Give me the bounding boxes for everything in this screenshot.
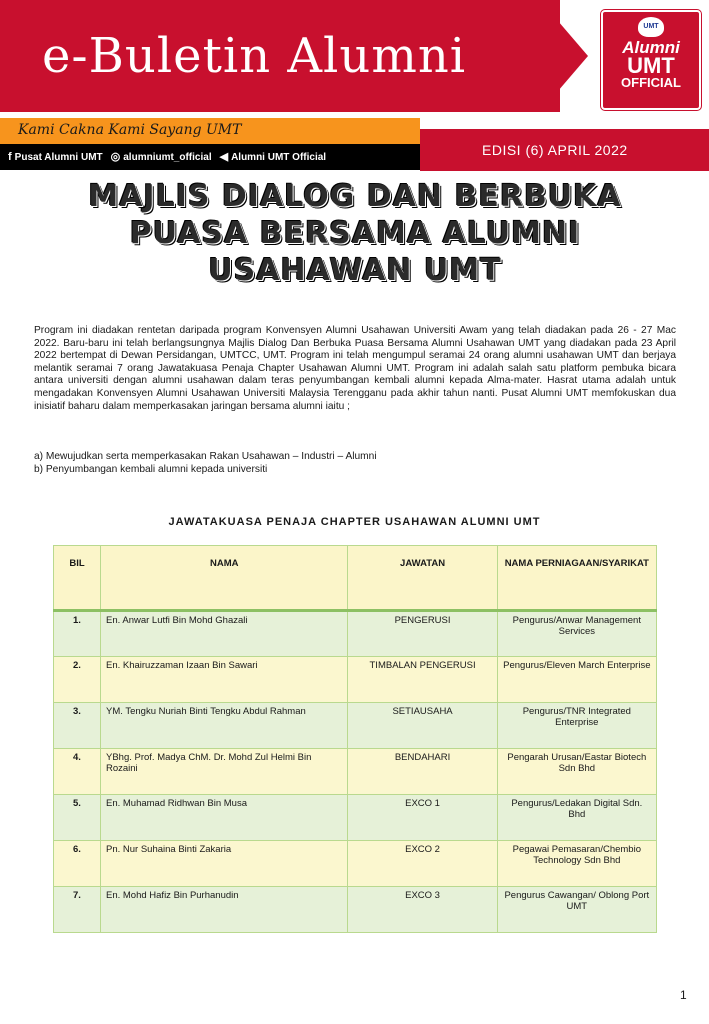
- table-row: [54, 703, 657, 749]
- cell-perniagaan: Pengurus/TNR Integrated Enterprise: [497, 703, 656, 749]
- instagram-icon: ◎: [110, 151, 121, 163]
- cell-jawatan: TIMBALAN PENGERUSI: [348, 657, 497, 703]
- logo-text-alumni: Alumni: [622, 38, 680, 57]
- cell-bil: 4.: [54, 749, 101, 795]
- table-row: [54, 657, 657, 703]
- article-headline: MAJLIS DIALOG DAN BERBUKA PUASA BERSAMA ALUMNI USAHAWAN UMT: [88, 179, 622, 288]
- cell-perniagaan: Pegawai Pemasaran/Chembio Technology Sdn Bhd: [497, 841, 656, 887]
- cell-nama: YBhg. Prof. Madya ChM. Dr. Mohd Zul Helmi Bin Rozaini: [100, 749, 347, 795]
- header-banner: [0, 0, 709, 172]
- umt-crest-icon: UMT: [638, 17, 664, 37]
- cell-bil: 1.: [54, 611, 101, 657]
- cell-jawatan: EXCO 3: [348, 887, 497, 933]
- header-jawatan: JAWATAN: [348, 546, 497, 611]
- header-perniagaan: NAMA PERNIAGAAN/SYARIKAT: [497, 546, 656, 611]
- cell-jawatan: EXCO 1: [348, 795, 497, 841]
- logo-text-umt: UMT: [627, 53, 675, 78]
- cell-nama: En. Mohd Hafiz Bin Purhanudin: [100, 887, 347, 933]
- social-telegram[interactable]: ◀ Alumni UMT Official: [219, 151, 327, 163]
- facebook-icon: f: [8, 150, 12, 163]
- table-row: [54, 841, 657, 887]
- initiatives-list: [34, 451, 676, 476]
- table-row: [54, 611, 657, 657]
- cell-nama: YM. Tengku Nuriah Binti Tengku Abdul Rahman: [100, 703, 347, 749]
- cell-nama: En. Muhamad Ridhwan Bin Musa: [100, 795, 347, 841]
- list-item: b) Penyumbangan kembali alumni kepada universiti: [34, 463, 268, 475]
- tagline: Kami Cakna Kami Sayang UMT: [18, 122, 242, 138]
- cell-jawatan: SETIAUSAHA: [348, 703, 497, 749]
- table-row: [54, 749, 657, 795]
- header-bil: BIL: [54, 546, 101, 611]
- table-row: [54, 795, 657, 841]
- social-links: [8, 150, 326, 163]
- alumni-umt-logo: [601, 10, 701, 110]
- telegram-icon: ◀: [219, 151, 229, 163]
- cell-perniagaan: Pengurus/Anwar Management Services: [497, 611, 656, 657]
- cell-nama: En. Anwar Lutfi Bin Mohd Ghazali: [100, 611, 347, 657]
- cell-perniagaan: Pengurus/Ledakan Digital Sdn. Bhd: [497, 795, 656, 841]
- cell-bil: 7.: [54, 887, 101, 933]
- header-nama: NAMA: [100, 546, 347, 611]
- cell-jawatan: BENDAHARI: [348, 749, 497, 795]
- social-facebook[interactable]: f Pusat Alumni UMT: [8, 150, 103, 163]
- cell-bil: 6.: [54, 841, 101, 887]
- edition-label: EDISI (6) APRIL 2022: [482, 142, 628, 158]
- article-body: Program ini diadakan rentetan daripada program Konvensyen Alumni Usahawan Universiti Awam yang telah diadakan pada 26 - 27 Mac 2022. Baru-baru ini telah berlangsungnya Majlis Dialog Dan Berbuka Puasa Bersama Alumni Usahawan UMT yang diadakan pada 23 April 2022 bertempat di Dewan Persidangan, UMTCC, UMT. Program ini telah mengumpul seramai 24 orang alumni usahawan UMT dan berjaya melantik seramai 7 orang Jawatakuasa Penaja Chapter Usahawan Alumni UMT. Program ini adalah salah satu platform pembuka bicara antara universiti dengan alumni usahawan dalam teras penyumbangan kembali alumni kepada Alma-mater. Hasrat utama adalah untuk mengadakan Konvensyen Alumni Usahawan Universiti Malaysia Terengganu pada akhir tahun nanti. Pusat Alumni UMT memfokuskan dua inisiatif baharu dalam memperkasakan jaringan bersama alumni iaitu ;: [34, 325, 676, 412]
- bulletin-title: e-Buletin Alumni: [42, 28, 467, 84]
- social-instagram[interactable]: ◎ alumniumt_official: [110, 151, 212, 163]
- cell-bil: 3.: [54, 703, 101, 749]
- cell-jawatan: EXCO 2: [348, 841, 497, 887]
- table-row: [54, 887, 657, 933]
- page-number: 1: [680, 988, 687, 1002]
- banner-arrow-shape: [540, 0, 588, 112]
- cell-perniagaan: Pengurus Cawangan/ Oblong Port UMT: [497, 887, 656, 933]
- list-item: a) Mewujudkan serta memperkasakan Rakan Usahawan – Industri – Alumni: [34, 451, 377, 462]
- cell-nama: Pn. Nur Suhaina Binti Zakaria: [100, 841, 347, 887]
- cell-nama: En. Khairuzzaman Izaan Bin Sawari: [100, 657, 347, 703]
- cell-jawatan: PENGERUSI: [348, 611, 497, 657]
- cell-perniagaan: Pengarah Urusan/Eastar Biotech Sdn Bhd: [497, 749, 656, 795]
- committee-table-title: JAWATAKUASA PENAJA CHAPTER USAHAWAN ALUMNI UMT: [168, 516, 541, 528]
- cell-perniagaan: Pengurus/Eleven March Enterprise: [497, 657, 656, 703]
- cell-bil: 2.: [54, 657, 101, 703]
- committee-table: [53, 545, 657, 933]
- cell-bil: 5.: [54, 795, 101, 841]
- table-header-row: [54, 546, 657, 611]
- logo-text-official: OFFICIAL: [621, 75, 681, 90]
